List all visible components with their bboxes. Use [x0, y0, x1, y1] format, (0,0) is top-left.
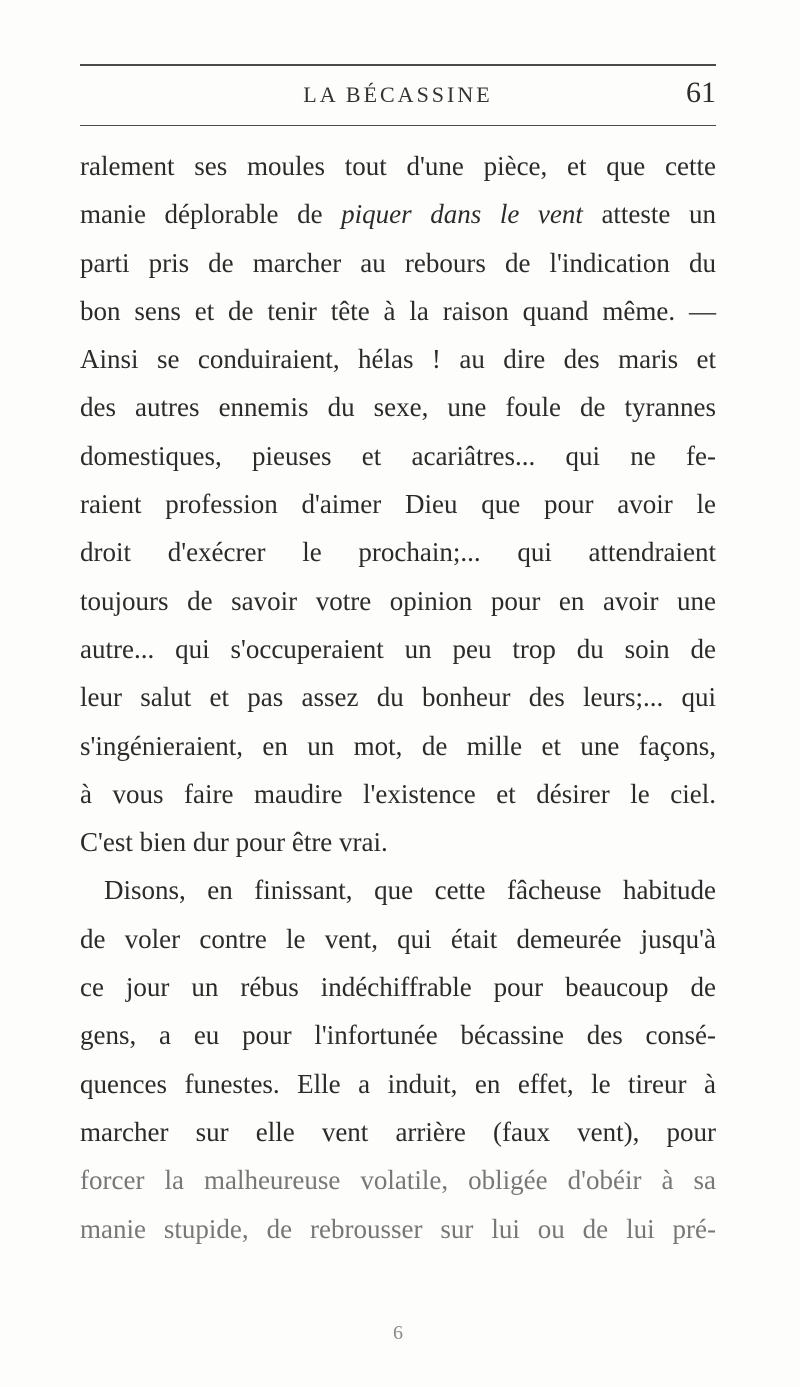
text-line [80, 1108, 716, 1156]
text-line [80, 528, 716, 576]
line-text: ralement ses moules tout d'une pièce, et que cette [80, 151, 716, 181]
line-text: Disons, en finissant, que cette fâcheuse habitude [104, 875, 716, 906]
line-text: autre... qui s'occuperaient un peu trop du soin de [80, 633, 716, 664]
line-text: leur salut et pas assez du bonheur des leurs;... qui [80, 682, 716, 713]
text-line [80, 577, 716, 625]
line-text: marcher sur elle vent arrière (faux vent), pour [80, 1116, 716, 1147]
header-rule-bottom [80, 125, 716, 126]
line-text: C'est bien dur pour être vrai. [80, 827, 388, 858]
line-text: droit d'exécrer le prochain;... qui attendraient [80, 537, 716, 568]
line-text: manie stupide, de rebrousser sur lui ou de lui pré- [80, 1213, 716, 1244]
text-line [80, 1156, 716, 1204]
italic-phrase: piquer dans le vent [341, 199, 583, 230]
text-line [80, 866, 716, 914]
line-text: à vous faire maudire l'existence et désirer le ciel. [80, 778, 716, 809]
line-text: toujours de savoir votre opinion pour en avoir une [80, 585, 716, 616]
line-text: s'ingénieraient, en un mot, de mille et une façons, [80, 730, 716, 761]
line-text: domestiques, pieuses et acariâtres... qui ne fe- [80, 440, 716, 471]
line-text: de voler contre le vent, qui était demeurée jusqu'à [80, 923, 716, 954]
line-text: bon sens et de tenir tête à la raison quand même. — [80, 295, 716, 326]
text-line [80, 335, 716, 383]
running-head [80, 76, 716, 116]
text-line [80, 1205, 716, 1253]
text-line [80, 1011, 716, 1059]
line-text: parti pris de marcher au rebours de l'indication du [80, 247, 716, 278]
line-text: forcer la malheureuse volatile, obligée d'obéir à sa [80, 1165, 716, 1196]
text-line [80, 625, 716, 673]
text-line [80, 480, 716, 528]
signature-mark: 6 [393, 1322, 403, 1344]
text-line [80, 722, 716, 770]
text-line [80, 190, 716, 238]
line-text: manie déplorable de [80, 199, 342, 230]
text-line [80, 673, 716, 721]
text-line [80, 383, 716, 431]
line-text-continued: atteste un [582, 199, 716, 230]
line-text: des autres ennemis du sexe, une foule de tyrannes [80, 392, 716, 423]
page-number: 61 [686, 76, 716, 109]
text-line [80, 1060, 716, 1108]
text-line [80, 432, 716, 480]
line-text: raient profession d'aimer Dieu que pour avoir le [80, 489, 716, 520]
line-text: quences funestes. Elle a induit, en effet, le tireur à [80, 1068, 716, 1099]
text-line [80, 915, 716, 963]
text-line [80, 963, 716, 1011]
text-line [80, 770, 716, 818]
text-line [80, 142, 716, 190]
running-title: LA BÉCASSINE [303, 82, 493, 107]
line-text: gens, a eu pour l'infortunée bécassine des consé- [80, 1020, 716, 1051]
line-text: Ainsi se conduiraient, hélas ! au dire des maris et [80, 344, 716, 375]
text-line [80, 239, 716, 287]
line-text: ce jour un rébus indéchiffrable pour beaucoup de [80, 972, 716, 1003]
text-line [80, 287, 716, 335]
text-line [80, 818, 716, 866]
body-text [80, 142, 716, 1253]
header-rule-top [80, 64, 716, 66]
